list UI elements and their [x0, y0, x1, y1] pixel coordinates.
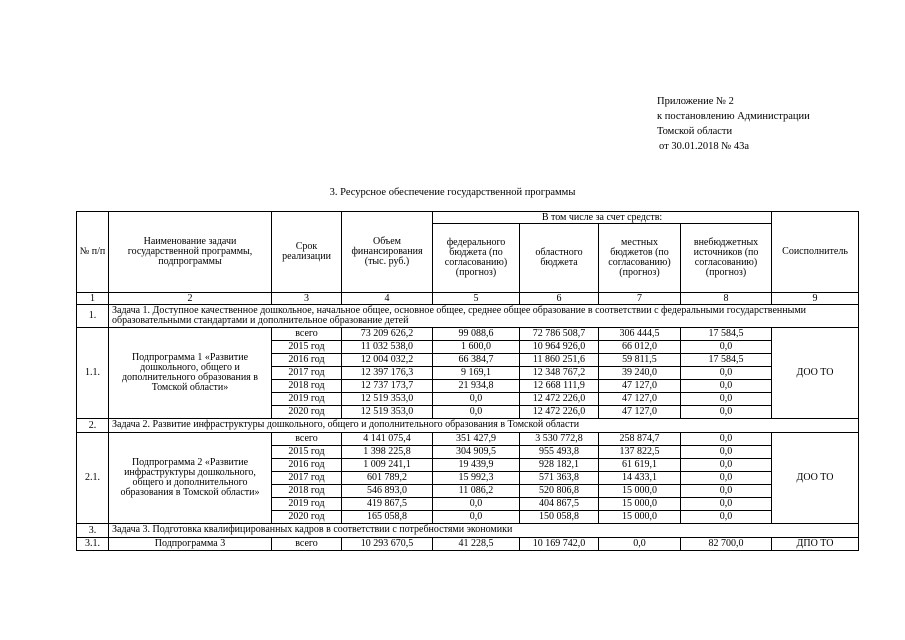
- federal-cell: 0,0: [433, 511, 520, 524]
- subprogram-1-name: Подпрограмма 1 «Развитие дошкольного, общего и дополнительного образования в Томской области»: [109, 328, 272, 419]
- header-local: местных бюджетов (по согласованию) (прогноз): [599, 224, 681, 293]
- period-cell: 2015 год: [272, 446, 342, 459]
- subprogram-3-coexecutor: ДПО ТО: [772, 538, 859, 551]
- extra-cell: 0,0: [681, 393, 772, 406]
- subprogram-3-name: Подпрограмма 3: [109, 538, 272, 551]
- period-cell: всего: [272, 433, 342, 446]
- period-cell: всего: [272, 538, 342, 551]
- extra-cell: 0,0: [681, 406, 772, 419]
- volume-cell: 11 032 538,0: [342, 341, 433, 354]
- col-number: 6: [520, 293, 599, 305]
- col-number: 1: [77, 293, 109, 305]
- header-federal: федерального бюджета (по согласованию) (прогноз): [433, 224, 520, 293]
- regional-cell: 520 806,8: [520, 485, 599, 498]
- federal-cell: 21 934,8: [433, 380, 520, 393]
- volume-cell: 10 293 670,5: [342, 538, 433, 551]
- federal-cell: 0,0: [433, 406, 520, 419]
- task-row: [77, 419, 859, 433]
- regional-cell: 11 860 251,6: [520, 354, 599, 367]
- period-cell: 2019 год: [272, 498, 342, 511]
- subprogram-1-num: 1.1.: [77, 328, 109, 419]
- local-cell: 61 619,1: [599, 459, 681, 472]
- extra-cell: 0,0: [681, 341, 772, 354]
- col-number: 8: [681, 293, 772, 305]
- local-cell: 59 811,5: [599, 354, 681, 367]
- extra-cell: 0,0: [681, 459, 772, 472]
- subprogram-2-num: 2.1.: [77, 433, 109, 524]
- extra-cell: 17 584,5: [681, 328, 772, 341]
- regional-cell: 3 530 772,8: [520, 433, 599, 446]
- document-title: 3. Ресурсное обеспечение государственной программы: [329, 187, 576, 198]
- col-number: 2: [109, 293, 272, 305]
- volume-cell: 12 519 353,0: [342, 393, 433, 406]
- local-cell: 15 000,0: [599, 511, 681, 524]
- federal-cell: 66 384,7: [433, 354, 520, 367]
- extra-cell: 0,0: [681, 446, 772, 459]
- federal-cell: 19 439,9: [433, 459, 520, 472]
- local-cell: 258 874,7: [599, 433, 681, 446]
- local-cell: 14 433,1: [599, 472, 681, 485]
- regional-cell: 12 472 226,0: [520, 406, 599, 419]
- federal-cell: 11 086,2: [433, 485, 520, 498]
- federal-cell: 41 228,5: [433, 538, 520, 551]
- period-cell: 2018 год: [272, 485, 342, 498]
- volume-cell: 1 009 241,1: [342, 459, 433, 472]
- regional-cell: 72 786 508,7: [520, 328, 599, 341]
- col-number: 5: [433, 293, 520, 305]
- volume-cell: 1 398 225,8: [342, 446, 433, 459]
- extra-cell: 0,0: [681, 367, 772, 380]
- federal-cell: 304 909,5: [433, 446, 520, 459]
- subprogram-3-num: 3.1.: [77, 538, 109, 551]
- period-cell: 2015 год: [272, 341, 342, 354]
- regional-cell: 571 363,8: [520, 472, 599, 485]
- federal-cell: 99 088,6: [433, 328, 520, 341]
- federal-cell: 9 169,1: [433, 367, 520, 380]
- appendix-line-2: к постановлению Администрации: [657, 111, 810, 122]
- header-including: В том числе за счет средств:: [433, 212, 772, 224]
- table-row: [77, 538, 859, 551]
- local-cell: 47 127,0: [599, 393, 681, 406]
- col-number: 4: [342, 293, 433, 305]
- task-2-num: 2.: [77, 419, 109, 433]
- federal-cell: 15 992,3: [433, 472, 520, 485]
- volume-cell: 12 519 353,0: [342, 406, 433, 419]
- task-1-num: 1.: [77, 305, 109, 328]
- period-cell: 2016 год: [272, 354, 342, 367]
- period-cell: всего: [272, 328, 342, 341]
- header-num: № п/п: [77, 212, 109, 293]
- extra-cell: 0,0: [681, 433, 772, 446]
- period-cell: 2020 год: [272, 511, 342, 524]
- local-cell: 66 012,0: [599, 341, 681, 354]
- extra-cell: 82 700,0: [681, 538, 772, 551]
- col-number: 3: [272, 293, 342, 305]
- regional-cell: 12 348 767,2: [520, 367, 599, 380]
- extra-cell: 0,0: [681, 485, 772, 498]
- period-cell: 2016 год: [272, 459, 342, 472]
- extra-cell: 0,0: [681, 498, 772, 511]
- local-cell: 15 000,0: [599, 485, 681, 498]
- appendix-header: [657, 94, 810, 154]
- local-cell: 39 240,0: [599, 367, 681, 380]
- volume-cell: 73 209 626,2: [342, 328, 433, 341]
- extra-cell: 17 584,5: [681, 354, 772, 367]
- header-name: Наименование задачи государственной программы, подпрограммы: [109, 212, 272, 293]
- volume-cell: 546 893,0: [342, 485, 433, 498]
- task-row: [77, 524, 859, 538]
- volume-cell: 165 058,8: [342, 511, 433, 524]
- regional-cell: 12 668 111,9: [520, 380, 599, 393]
- period-cell: 2020 год: [272, 406, 342, 419]
- extra-cell: 0,0: [681, 472, 772, 485]
- volume-cell: 12 737 173,7: [342, 380, 433, 393]
- regional-cell: 10 964 926,0: [520, 341, 599, 354]
- period-cell: 2017 год: [272, 367, 342, 380]
- regional-cell: 404 867,5: [520, 498, 599, 511]
- period-cell: 2019 год: [272, 393, 342, 406]
- volume-cell: 601 789,2: [342, 472, 433, 485]
- subprogram-2-coexecutor: ДОО ТО: [772, 433, 859, 524]
- local-cell: 0,0: [599, 538, 681, 551]
- task-1-text: Задача 1. Доступное качественное дошкольное, начальное общее, основное общее, среднее общее образование в соответствии с федеральными государственными образовательными стандартами и дополнительное образование детей: [109, 305, 859, 328]
- volume-cell: 4 141 075,4: [342, 433, 433, 446]
- appendix-line-3: Томской области: [657, 126, 733, 137]
- extra-cell: 0,0: [681, 511, 772, 524]
- period-cell: 2018 год: [272, 380, 342, 393]
- volume-cell: 12 397 176,3: [342, 367, 433, 380]
- federal-cell: 1 600,0: [433, 341, 520, 354]
- header-period: Срок реализации: [272, 212, 342, 293]
- volume-cell: 12 004 032,2: [342, 354, 433, 367]
- regional-cell: 12 472 226,0: [520, 393, 599, 406]
- col-number: 7: [599, 293, 681, 305]
- local-cell: 47 127,0: [599, 406, 681, 419]
- subprogram-2-name: Подпрограмма 2 «Развитие инфраструктуры дошкольного, общего и дополнительного образования в Томской области»: [109, 433, 272, 524]
- header-coexecutor: Соисполнитель: [772, 212, 859, 293]
- appendix-line-4: от 30.01.2018 № 43а: [659, 141, 750, 152]
- federal-cell: 351 427,9: [433, 433, 520, 446]
- local-cell: 137 822,5: [599, 446, 681, 459]
- volume-cell: 419 867,5: [342, 498, 433, 511]
- extra-cell: 0,0: [681, 380, 772, 393]
- regional-cell: 10 169 742,0: [520, 538, 599, 551]
- local-cell: 306 444,5: [599, 328, 681, 341]
- local-cell: 15 000,0: [599, 498, 681, 511]
- regional-cell: 928 182,1: [520, 459, 599, 472]
- table-row: [77, 328, 859, 341]
- header-regional: областного бюджета: [520, 224, 599, 293]
- federal-cell: 0,0: [433, 498, 520, 511]
- subprogram-1-coexecutor: ДОО ТО: [772, 328, 859, 419]
- task-3-text: Задача 3. Подготовка квалифицированных кадров в соответствии с потребностями экономики: [109, 524, 859, 538]
- col-number: 9: [772, 293, 859, 305]
- header-extra: внебюджетных источников (по согласованию) (прогноз): [681, 224, 772, 293]
- regional-cell: 955 493,8: [520, 446, 599, 459]
- resource-table: [76, 211, 859, 551]
- table-row: [77, 433, 859, 446]
- federal-cell: 0,0: [433, 393, 520, 406]
- task-3-num: 3.: [77, 524, 109, 538]
- local-cell: 47 127,0: [599, 380, 681, 393]
- period-cell: 2017 год: [272, 472, 342, 485]
- appendix-line-1: Приложение № 2: [657, 96, 734, 107]
- task-2-text: Задача 2. Развитие инфраструктуры дошкольного, общего и дополнительного образования в Томской области: [109, 419, 859, 433]
- regional-cell: 150 058,8: [520, 511, 599, 524]
- header-volume: Объем финансирования (тыс. руб.): [342, 212, 433, 293]
